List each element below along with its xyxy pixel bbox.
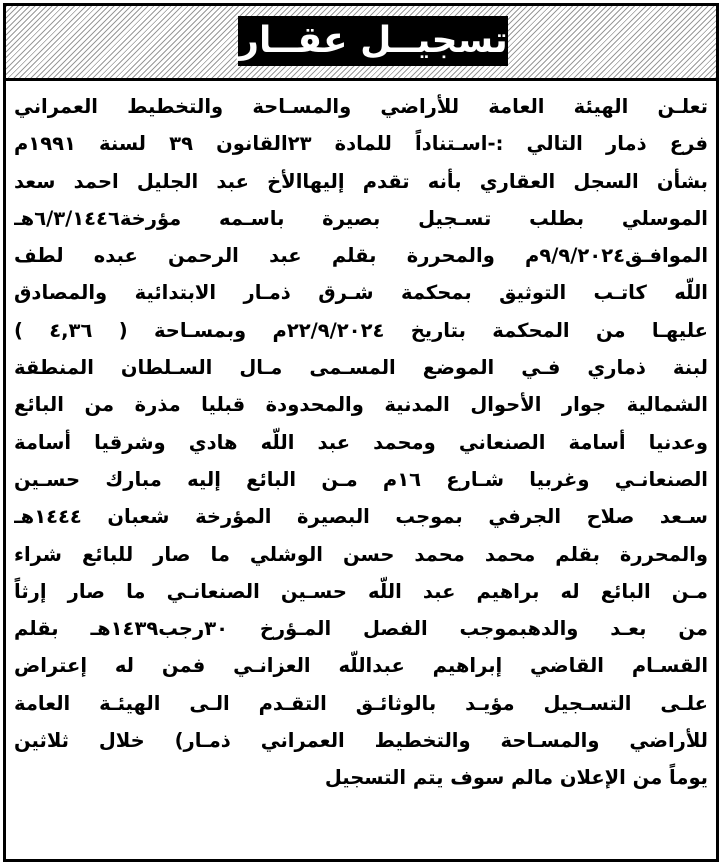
notice-line: فرع ذمار التالي :-اسـتناداً للمادة ٢٣القانون ٣٩ لسنة ١٩٩١م: [14, 132, 708, 156]
notice-line: بشأن السجل العقاري بأنه تقدم إليهاالأخ عبد الجليل احمد سعد: [14, 169, 708, 193]
notice-line: الشمالية جوار الأحوال المدنية والمحدودة قبليا مذرة من البائع: [14, 393, 708, 417]
notice-line: تعلـن الهيئة العامة للأراضي والمسـاحة والتخطيط العمراني: [14, 95, 708, 118]
notice-line: لبنة ذماري فـي الموضع المسـمى مـال السـلطان المنطقة: [14, 356, 708, 380]
notice-line: الصنعانـي وغربيا شـارع ١٦م مـن البائع إليه مبارك حسـين: [14, 467, 708, 491]
notice-line: اللّه كاتـب التوثيق بمحكمة شـرق ذمـار الابتدائية والمصادق: [14, 281, 708, 305]
notice-line: للأراضي والمسـاحة والتخطيط العمراني ذمـار) خلال ثلاثين: [14, 729, 708, 753]
notice-line: مـن البائع له براهيم عبد اللّه حسـين الصنعانـي ما صار إرثاً: [14, 579, 708, 603]
notice-line: سـعد صلاح الجرفي بموجب البصيرة المؤرخة شعبان ١٤٤٤هـ: [14, 505, 708, 529]
notice-line: والمحررة بقلم محمد محمد حسن الوشلي ما صار للبائع شراء: [14, 542, 708, 566]
notice-body: [14, 88, 708, 797]
title-bar: [6, 6, 716, 81]
notice-line: القسـام القاضي إبراهيم عبداللّه العزانـي فمن له إعتراض: [14, 654, 708, 678]
notice-title: تسجيــل عقــار: [238, 16, 508, 66]
notice-line: وعدنيا أسامة الصنعاني ومحمد عبد اللّه هادي وشرقيا أسامة: [14, 430, 708, 454]
notice-frame: [3, 3, 719, 862]
notice-line: علـى التسـجيل مؤيـد بالوثائـق التقـدم الـى الهيئـة العامة: [14, 691, 708, 715]
notice-line: الموسلي بطلب تسـجيل بصيرة باسـمه مؤرخة٦/٣/١٤٤٦هـ: [14, 206, 708, 230]
notice-line: الموافـق٩/٩/٢٠٢٤م والمحررة بقلم عبد الرحمن عبده لطف: [14, 244, 708, 268]
notice-line: من بعـد والدهبموجب الفصل المـؤرخ ٣٠رجب١٤٣٩هـ بقلم: [14, 617, 708, 641]
notice-line: عليهـا من المحكمة بتاريخ ٢٢/٩/٢٠٢٤م وبمسـاحة ( ٤,٣٦ ): [14, 318, 708, 342]
notice-line: يوماً من الإعلان مالم سوف يتم التسجيل: [324, 766, 708, 790]
